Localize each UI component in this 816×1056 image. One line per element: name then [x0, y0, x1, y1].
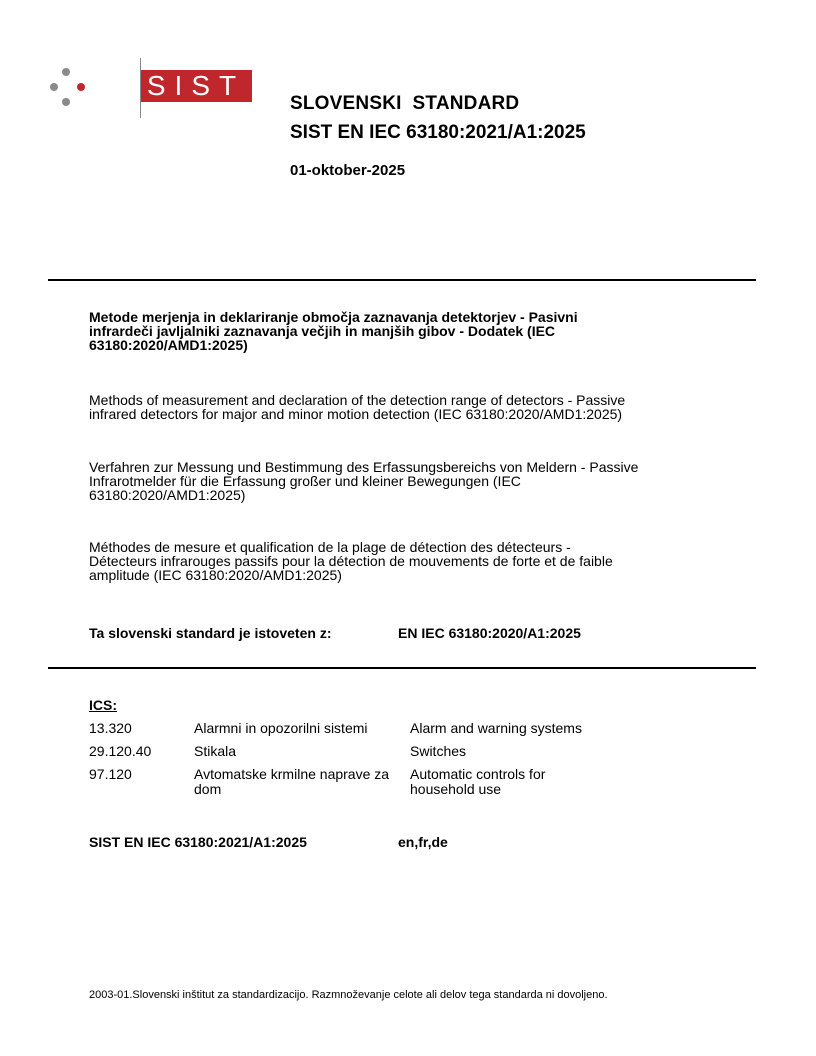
bottom-divider — [48, 667, 756, 669]
top-divider — [48, 279, 756, 281]
title-line: Méthodes de mesure et qualification de la plage de détection des détecteurs - — [89, 539, 571, 555]
equivalence-value: EN IEC 63180:2020/A1:2025 — [398, 625, 581, 641]
standard-code: SIST EN IEC 63180:2021/A1:2025 — [290, 122, 586, 143]
ics-title-en: Alarm and warning systems — [410, 720, 582, 736]
title-english — [89, 393, 729, 421]
logo-box — [140, 70, 252, 102]
ics-title-sl: Stikala — [194, 743, 237, 759]
ics-title-sl: Avtomatske krmilne naprave za dom — [194, 766, 390, 797]
ics-title-sl: Alarmni in opozorilni sistemi — [194, 720, 368, 736]
ics-label: ICS: — [89, 697, 117, 713]
ics-title-en: Automatic controls for household use — [410, 766, 546, 797]
title-french — [89, 540, 729, 582]
logo-dot-icon — [62, 98, 70, 106]
footer-languages: en,fr,de — [398, 834, 448, 850]
logo-dot-icon — [77, 83, 85, 91]
title-german — [89, 460, 729, 502]
title-line: infrardeči javljalniki zaznavanja večjih in manjših gibov - Dodatek (IEC — [89, 323, 556, 339]
copyright-notice: 2003-01.Slovenski inštitut za standardizacijo. Razmnoževanje celote ali delov tega standarda ni dovoljeno. — [89, 989, 608, 1001]
logo-text: SIST — [146, 70, 246, 101]
ics-title-en: Switches — [410, 743, 467, 759]
title-line: Infrarotmelder für die Erfassung großer und kleiner Bewegungen (IEC — [89, 473, 521, 489]
title-line: Détecteurs infrarouges passifs pour la détection de mouvements de forte et de faible — [89, 553, 613, 569]
title-line: infrared detectors for major and minor motion detection (IEC 63180:2020/AMD1:2025) — [89, 406, 623, 422]
title-line: Verfahren zur Messung und Bestimmung des Erfassungsbereichs von Meldern - Passive — [89, 459, 639, 475]
logo-divider — [140, 58, 141, 118]
logo-dot-icon — [62, 68, 70, 76]
ics-code: 13.320 — [89, 720, 132, 736]
title-slovenian — [89, 310, 729, 352]
title-line: 63180:2020/AMD1:2025) — [89, 337, 248, 353]
title-line: Methods of measurement and declaration of the detection range of detectors - Passive — [89, 392, 626, 408]
publication-date: 01-oktober-2025 — [290, 162, 406, 179]
ics-code: 97.120 — [89, 766, 132, 782]
standard-heading: SLOVENSKI STANDARD — [290, 93, 520, 114]
footer-standard-code: SIST EN IEC 63180:2021/A1:2025 — [89, 834, 307, 850]
logo-dot-icon — [50, 83, 58, 91]
sist-logo — [48, 62, 246, 122]
title-line: amplitude (IEC 63180:2020/AMD1:2025) — [89, 567, 342, 583]
title-line: Metode merjenja in deklariranje območja zaznavanja detektorjev - Pasivni — [89, 309, 578, 325]
equivalence-label: Ta slovenski standard je istoveten z: — [89, 625, 332, 641]
ics-code: 29.120.40 — [89, 743, 152, 759]
title-line: 63180:2020/AMD1:2025) — [89, 487, 246, 503]
